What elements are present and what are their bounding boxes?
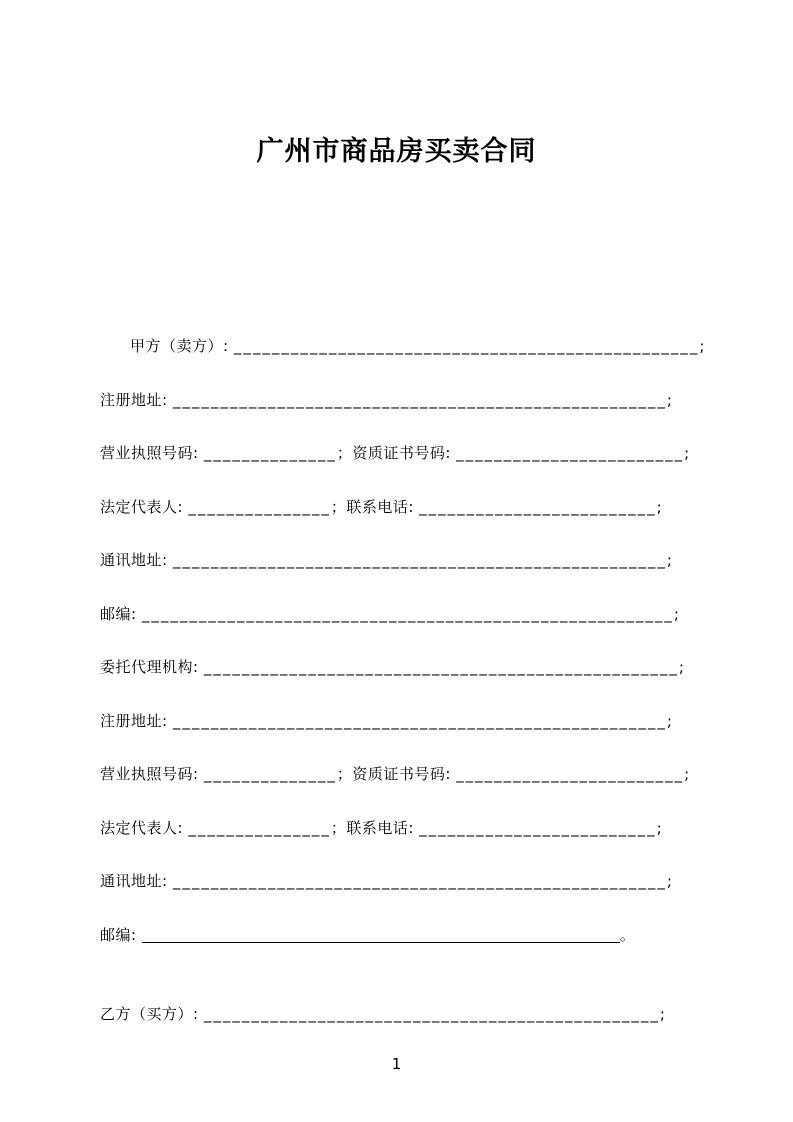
mailing-address-line-agency: [100, 855, 700, 909]
punctuation: ；: [330, 497, 347, 516]
blank-fill-in-field[interactable]: _________________________________________________: [233, 337, 700, 355]
field-label: 注册地址:: [100, 711, 173, 730]
postcode-line-agency: [100, 909, 700, 963]
punctuation: ;: [673, 604, 680, 623]
punctuation: ;: [684, 765, 690, 783]
entrusted-agency-line: [100, 641, 700, 695]
blank-fill-in-field[interactable]: ____________________________________________________: [172, 390, 667, 409]
field-label: 邮编:: [100, 604, 142, 623]
document-lines: [100, 320, 705, 1042]
business-license-line-a: [100, 427, 700, 481]
punctuation: ;: [684, 444, 690, 462]
blank-fill-in-field[interactable]: __________________________________________________: [203, 658, 679, 676]
document-title: 广州市商品房买卖合同: [256, 136, 537, 167]
blank-fill-in-field[interactable]: _________________________: [419, 497, 657, 516]
party-a-line: [100, 320, 705, 374]
legal-representative-line-agency: [100, 802, 700, 856]
blank-fill-in-field[interactable]: ____________________________________________________: [172, 551, 667, 569]
party-b-line: [100, 988, 700, 1042]
blank-fill-in-field[interactable]: _______________: [188, 497, 331, 516]
field-label: 委托代理机构:: [100, 658, 204, 676]
field-label: 通讯地址:: [100, 551, 173, 569]
blank-fill-in-field[interactable]: ________________________: [456, 765, 685, 783]
blank-fill-in-field[interactable]: ________________________________________________________: [141, 604, 674, 623]
field-label: 邮编:: [100, 925, 142, 944]
postcode-line-a: [100, 588, 700, 642]
blank-fill-in-field[interactable]: ________________________________________________: [203, 1005, 660, 1023]
field-label: 联系电话:: [346, 818, 420, 837]
field-label: 通讯地址:: [100, 872, 173, 890]
field-label: 资质证书号码:: [352, 765, 457, 783]
punctuation: ;: [666, 551, 673, 569]
punctuation: ;: [699, 337, 705, 355]
blank-fill-in-field[interactable]: ____________________________________________________: [172, 711, 667, 730]
field-label: 乙方（买方）:: [100, 1005, 204, 1023]
field-label: 营业执照号码:: [100, 444, 204, 462]
punctuation: ;: [656, 497, 663, 516]
punctuation: ;: [666, 390, 673, 409]
punctuation: ;: [666, 872, 673, 890]
blank-fill-in-field[interactable]: ________________________: [456, 444, 685, 462]
field-label: 法定代表人:: [100, 497, 189, 516]
punctuation: ；: [336, 765, 353, 783]
business-license-line-agency: [100, 748, 700, 802]
punctuation: ;: [666, 711, 673, 730]
field-label: 甲方（卖方）:: [130, 337, 234, 355]
blank-fill-in-field[interactable]: [142, 929, 620, 943]
punctuation: 。: [619, 925, 636, 944]
mailing-address-line-a: [100, 534, 700, 588]
blank-fill-in-field[interactable]: _______________: [188, 818, 331, 837]
page-footer: [0, 1054, 793, 1074]
field-label: 资质证书号码:: [352, 444, 457, 462]
punctuation: ；: [336, 444, 353, 462]
field-label: 联系电话:: [346, 497, 420, 516]
punctuation: ;: [656, 818, 663, 837]
blank-fill-in-field[interactable]: ______________: [203, 444, 337, 462]
blank-fill-in-field[interactable]: ______________: [203, 765, 337, 783]
punctuation: ；: [330, 818, 347, 837]
legal-representative-line-a: [100, 481, 700, 535]
punctuation: ;: [678, 658, 685, 676]
page-number: 1: [391, 1054, 402, 1073]
blank-fill-in-field[interactable]: _________________________: [419, 818, 657, 837]
blank-fill-in-field[interactable]: ____________________________________________________: [172, 872, 667, 890]
punctuation: ;: [659, 1005, 666, 1023]
empty-line: [100, 962, 700, 988]
registered-address-line-agency: [100, 695, 700, 749]
field-label: 注册地址:: [100, 390, 173, 409]
field-label: 法定代表人:: [100, 818, 189, 837]
field-label: 营业执照号码:: [100, 765, 204, 783]
registered-address-line-a: [100, 374, 700, 428]
